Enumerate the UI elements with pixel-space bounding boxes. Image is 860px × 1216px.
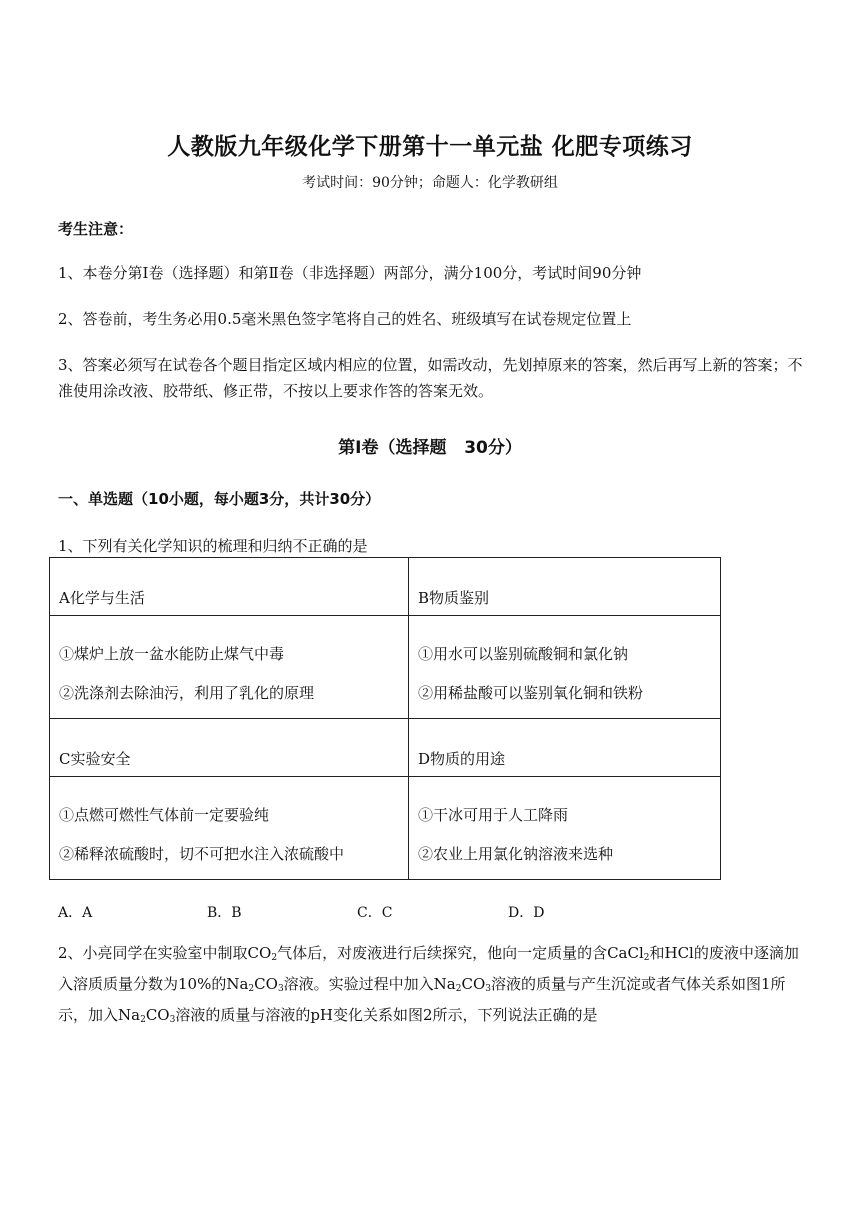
- page-title: 人教版九年级化学下册第十一单元盐 化肥专项练习: [167, 134, 693, 160]
- option-b[interactable]: B．B: [207, 905, 242, 921]
- d-item-2: ②农业上用氯化钠溶液来选种: [418, 845, 614, 863]
- option-d[interactable]: D．D: [508, 905, 545, 921]
- b-item-1: ①用水可以鉴别硫酸铜和氯化钠: [418, 645, 629, 663]
- cell-b-heading: B物质鉴别: [409, 558, 721, 616]
- cell-d-heading: D物质的用途: [409, 719, 721, 777]
- c-item-1: ①点燃可燃性气体前一定要验纯: [59, 806, 270, 824]
- cell-b-content: [409, 616, 721, 719]
- notice-item-1: 1、本卷分第I卷（选择题）和第Ⅱ卷（非选择题）两部分，满分100分，考试时间90分钟: [58, 264, 642, 282]
- a-item-1: ①煤炉上放一盆水能防止煤气中毒: [59, 645, 285, 663]
- c-item-2: ②稀释浓硫酸时，切不可把水注入浓硫酸中: [59, 845, 345, 863]
- cell-c-content: [50, 777, 409, 880]
- question-1-stem: 1、下列有关化学知识的梳理和归纳不正确的是: [58, 537, 368, 555]
- cell-d-content: [409, 777, 721, 880]
- option-a[interactable]: A．A: [58, 905, 93, 921]
- part-title: 一、单选题（10小题，每小题3分，共计30分）: [58, 490, 381, 508]
- cell-a-content: [50, 616, 409, 719]
- notice-item-2: 2、答卷前，考生务必用0.5毫米黑色签字笔将自己的姓名、班级填写在试卷规定位置上: [58, 310, 632, 328]
- exam-info: 考试时间：90分钟；命题人：化学教研组: [302, 175, 558, 191]
- cell-a-heading: A化学与生活: [50, 558, 409, 616]
- d-item-1: ①干冰可用于人工降雨: [418, 806, 569, 824]
- question-2-stem: 2、小亮同学在实验室中制取$CO_2$气体后，对废液进行后续探究，他向一定质量的含CaCl$_2$和HCl的废液中逐滴加入溶质质量分数为10%的$Na_2CO_3$溶液。实验过程中加入$Na_2CO_3$溶液的质量与产生沉淀或者气体关系如图1所示，加入$Na_2CO_3$溶液的质量与溶液的pH变化关系如图2所示，下列说法正确的是: [58, 944, 799, 1025]
- notice-item-3: 3、答案必须写在试卷各个题目指定区域内相应的位置，如需改动，先划掉原来的答案，然后再写上新的答案；不准使用涂改液、胶带纸、修正带，不按以上要求作答的答案无效。: [58, 356, 803, 400]
- b-item-2: ②用稀盐酸可以鉴别氧化铜和铁粉: [418, 684, 644, 702]
- notice-heading: 考生注意：: [58, 220, 134, 238]
- question-1-table: [49, 557, 721, 880]
- section-title: 第I卷（选择题 30分）: [338, 438, 522, 458]
- option-c[interactable]: C．C: [357, 905, 393, 921]
- a-item-2: ②洗涤剂去除油污，利用了乳化的原理: [59, 684, 315, 702]
- cell-c-heading: C实验安全: [50, 719, 409, 777]
